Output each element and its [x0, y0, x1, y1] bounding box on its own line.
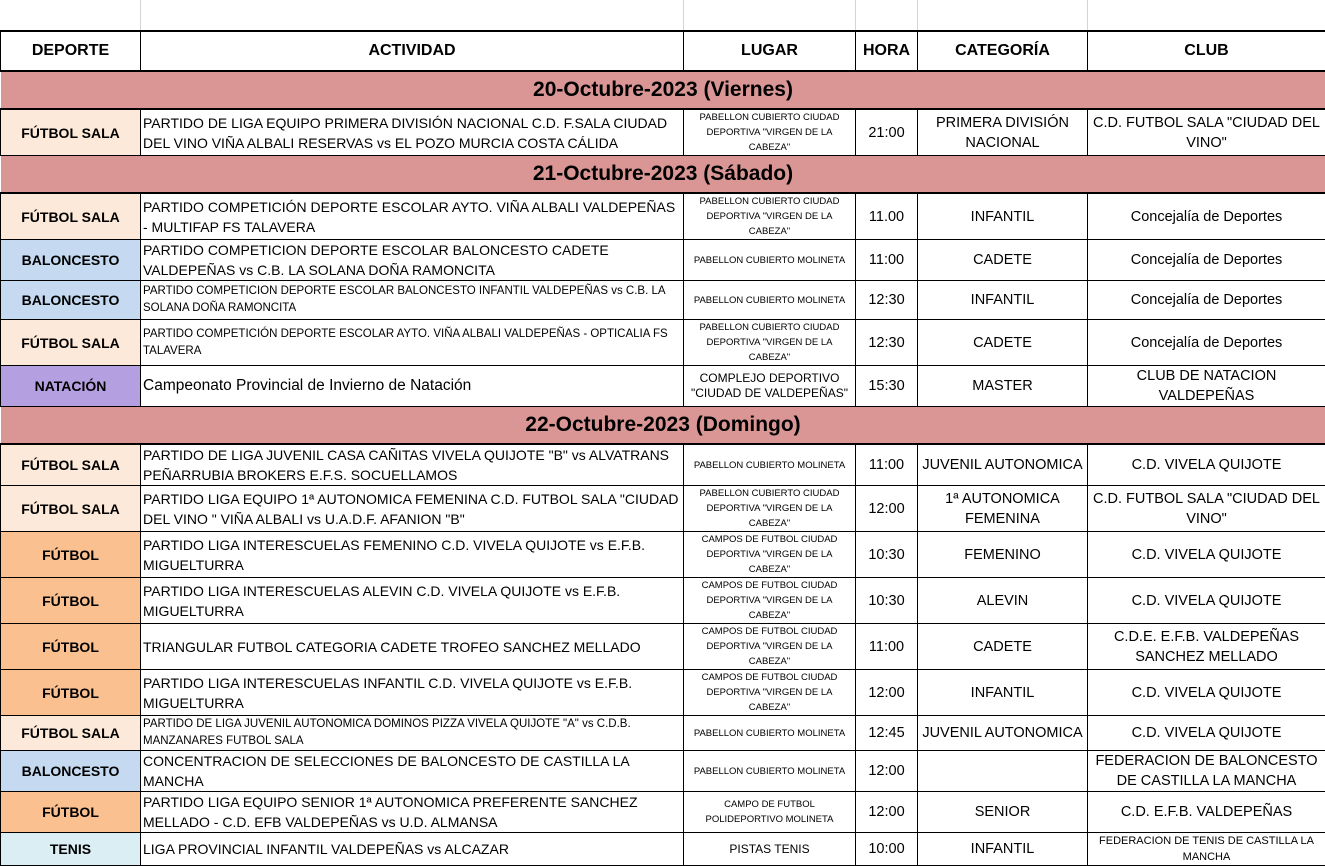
venue-cell: COMPLEJO DEPORTIVO "CIUDAD DE VALDEPEÑAS" [684, 366, 856, 407]
event-row [1, 624, 1325, 670]
activity-cell: PARTIDO LIGA EQUIPO SENIOR 1ª AUTONOMICA PREFERENTE SANCHEZ MELLADO - C.D. EFB VALDEPEÑAS vs U.D. ALMANSA [141, 792, 684, 833]
category-cell: ALEVIN [918, 578, 1088, 624]
venue-cell: PABELLON CUBIERTO MOLINETA [684, 751, 856, 792]
sport-cell: BALONCESTO [1, 751, 141, 792]
event-row [1, 751, 1325, 792]
activity-cell: TRIANGULAR FUTBOL CATEGORIA CADETE TROFEO SANCHEZ MELLADO [141, 624, 684, 670]
venue-cell: PABELLON CUBIERTO CIUDAD DEPORTIVA "VIRGEN DE LA CABEZA" [684, 486, 856, 532]
time-cell: 21:00 [856, 109, 918, 156]
club-cell: C.D. VIVELA QUIJOTE [1088, 578, 1325, 624]
club-cell: C.D. VIVELA QUIJOTE [1088, 444, 1325, 486]
sport-cell: BALONCESTO [1, 240, 141, 281]
venue-cell: PABELLON CUBIERTO MOLINETA [684, 281, 856, 320]
club-cell: C.D.E. E.F.B. VALDEPEÑAS SANCHEZ MELLADO [1088, 624, 1325, 670]
activity-cell: LIGA PROVINCIAL INFANTIL VALDEPEÑAS vs ALCAZAR [141, 833, 684, 866]
header-club: CLUB [1088, 31, 1325, 71]
category-cell: CADETE [918, 624, 1088, 670]
category-cell: FEMENINO [918, 532, 1088, 578]
activity-cell: PARTIDO COMPETICIÓN DEPORTE ESCOLAR AYTO. VIÑA ALBALI VALDEPEÑAS - MULTIFAP FS TALAVERA [141, 193, 684, 240]
event-row [1, 578, 1325, 624]
category-cell: JUVENIL AUTONOMICA [918, 444, 1088, 486]
category-cell [918, 751, 1088, 792]
club-cell: Concejalía de Deportes [1088, 281, 1325, 320]
schedule-body [1, 0, 1325, 866]
date-row [1, 156, 1325, 194]
header-categoria: CATEGORÍA [918, 31, 1088, 71]
sport-cell: FÚTBOL [1, 578, 141, 624]
sport-cell: NATACIÓN [1, 366, 141, 407]
header-actividad: ACTIVIDAD [141, 31, 684, 71]
activity-cell: PARTIDO DE LIGA JUVENIL CASA CAÑITAS VIVELA QUIJOTE "B" vs ALVATRANS PEÑARRUBIA BROKERS E.F.S. SOCUELLAMOS [141, 444, 684, 486]
time-cell: 11:00 [856, 240, 918, 281]
activity-cell: CONCENTRACION DE SELECCIONES DE BALONCESTO DE CASTILLA LA MANCHA [141, 751, 684, 792]
sport-cell: FÚTBOL [1, 532, 141, 578]
date-heading: 21-Octubre-2023 (Sábado) [1, 156, 1325, 194]
club-cell: FEDERACION DE BALONCESTO DE CASTILLA LA MANCHA [1088, 751, 1325, 792]
header-row [1, 31, 1325, 71]
time-cell: 11:00 [856, 444, 918, 486]
sport-cell: FÚTBOL SALA [1, 320, 141, 366]
sport-cell: FÚTBOL [1, 670, 141, 716]
time-cell: 15:30 [856, 366, 918, 407]
category-cell: INFANTIL [918, 281, 1088, 320]
time-cell: 10:00 [856, 833, 918, 866]
sport-cell: BALONCESTO [1, 281, 141, 320]
event-row [1, 833, 1325, 866]
event-row [1, 716, 1325, 751]
event-row [1, 532, 1325, 578]
activity-cell: PARTIDO LIGA INTERESCUELAS ALEVIN C.D. VIVELA QUIJOTE vs E.F.B. MIGUELTURRA [141, 578, 684, 624]
time-cell: 11:00 [856, 624, 918, 670]
venue-cell: PABELLON CUBIERTO MOLINETA [684, 716, 856, 751]
venue-cell: CAMPO DE FUTBOL POLIDEPORTIVO MOLINETA [684, 792, 856, 833]
time-cell: 10:30 [856, 578, 918, 624]
club-cell: Concejalía de Deportes [1088, 240, 1325, 281]
header-deporte: DEPORTE [1, 31, 141, 71]
category-cell: PRIMERA DIVISIÓN NACIONAL [918, 109, 1088, 156]
club-cell: C.D. VIVELA QUIJOTE [1088, 670, 1325, 716]
event-row [1, 792, 1325, 833]
date-row [1, 407, 1325, 445]
date-heading: 20-Octubre-2023 (Viernes) [1, 71, 1325, 109]
activity-cell: PARTIDO LIGA INTERESCUELAS INFANTIL C.D. VIVELA QUIJOTE vs E.F.B. MIGUELTURRA [141, 670, 684, 716]
category-cell: INFANTIL [918, 833, 1088, 866]
time-cell: 12:30 [856, 281, 918, 320]
time-cell: 12:00 [856, 486, 918, 532]
time-cell: 12:00 [856, 751, 918, 792]
event-row [1, 240, 1325, 281]
event-row [1, 109, 1325, 156]
club-cell: C.D. E.F.B. VALDEPEÑAS [1088, 792, 1325, 833]
club-cell: C.D. FUTBOL SALA "CIUDAD DEL VINO" [1088, 109, 1325, 156]
venue-cell: CAMPOS DE FUTBOL CIUDAD DEPORTIVA "VIRGEN DE LA CABEZA" [684, 578, 856, 624]
venue-cell: CAMPOS DE FUTBOL CIUDAD DEPORTIVA "VIRGEN DE LA CABEZA" [684, 670, 856, 716]
sport-cell: FÚTBOL [1, 792, 141, 833]
blank-row [1, 0, 1325, 31]
club-cell: CLUB DE NATACION VALDEPEÑAS [1088, 366, 1325, 407]
activity-cell: PARTIDO DE LIGA EQUIPO PRIMERA DIVISIÓN NACIONAL C.D. F.SALA CIUDAD DEL VINO VIÑA ALBALI RESERVAS vs EL POZO MURCIA COSTA CÁLIDA [141, 109, 684, 156]
sport-cell: FÚTBOL [1, 624, 141, 670]
category-cell: SENIOR [918, 792, 1088, 833]
sport-cell: FÚTBOL SALA [1, 109, 141, 156]
venue-cell: CAMPOS DE FUTBOL CIUDAD DEPORTIVA "VIRGEN DE LA CABEZA" [684, 532, 856, 578]
event-row [1, 193, 1325, 240]
date-heading: 22-Octubre-2023 (Domingo) [1, 407, 1325, 445]
time-cell: 11.00 [856, 193, 918, 240]
activity-cell: PARTIDO LIGA EQUIPO 1ª AUTONOMICA FEMENINA C.D. FUTBOL SALA "CIUDAD DEL VINO " VIÑA ALBALI vs U.A.D.F. AFANION "B" [141, 486, 684, 532]
time-cell: 12:30 [856, 320, 918, 366]
activity-cell: PARTIDO LIGA INTERESCUELAS FEMENINO C.D. VIVELA QUIJOTE vs E.F.B. MIGUELTURRA [141, 532, 684, 578]
venue-cell: PABELLON CUBIERTO CIUDAD DEPORTIVA "VIRGEN DE LA CABEZA" [684, 193, 856, 240]
time-cell: 12:00 [856, 792, 918, 833]
category-cell: MASTER [918, 366, 1088, 407]
club-cell: FEDERACION DE TENIS DE CASTILLA LA MANCHA [1088, 833, 1325, 866]
event-row [1, 281, 1325, 320]
time-cell: 10:30 [856, 532, 918, 578]
header-lugar: LUGAR [684, 31, 856, 71]
category-cell: CADETE [918, 240, 1088, 281]
activity-cell: Campeonato Provincial de Invierno de Natación [141, 366, 684, 407]
date-row [1, 71, 1325, 109]
activity-cell: PARTIDO DE LIGA JUVENIL AUTONOMICA DOMINOS PIZZA VIVELA QUIJOTE "A" vs C.D.B. MANZANARES FUTBOL SALA [141, 716, 684, 751]
club-cell: Concejalía de Deportes [1088, 320, 1325, 366]
category-cell: CADETE [918, 320, 1088, 366]
venue-cell: PABELLON CUBIERTO CIUDAD DEPORTIVA "VIRGEN DE LA CABEZA" [684, 109, 856, 156]
venue-cell: PABELLON CUBIERTO CIUDAD DEPORTIVA "VIRGEN DE LA CABEZA" [684, 320, 856, 366]
sport-cell: TENIS [1, 833, 141, 866]
event-row [1, 670, 1325, 716]
time-cell: 12:00 [856, 670, 918, 716]
sport-cell: FÚTBOL SALA [1, 444, 141, 486]
activity-cell: PARTIDO COMPETICION DEPORTE ESCOLAR BALONCESTO CADETE VALDEPEÑAS vs C.B. LA SOLANA DOÑA RAMONCITA [141, 240, 684, 281]
category-cell: 1ª AUTONOMICA FEMENINA [918, 486, 1088, 532]
sport-cell: FÚTBOL SALA [1, 486, 141, 532]
club-cell: Concejalía de Deportes [1088, 193, 1325, 240]
category-cell: INFANTIL [918, 670, 1088, 716]
time-cell: 12:45 [856, 716, 918, 751]
event-row [1, 366, 1325, 407]
venue-cell: PABELLON CUBIERTO MOLINETA [684, 444, 856, 486]
event-row [1, 320, 1325, 366]
category-cell: JUVENIL AUTONOMICA [918, 716, 1088, 751]
sport-cell: FÚTBOL SALA [1, 716, 141, 751]
venue-cell: PISTAS TENIS [684, 833, 856, 866]
club-cell: C.D. VIVELA QUIJOTE [1088, 716, 1325, 751]
header-hora: HORA [856, 31, 918, 71]
event-row [1, 486, 1325, 532]
sport-cell: FÚTBOL SALA [1, 193, 141, 240]
club-cell: C.D. VIVELA QUIJOTE [1088, 532, 1325, 578]
category-cell: INFANTIL [918, 193, 1088, 240]
activity-cell: PARTIDO COMPETICIÓN DEPORTE ESCOLAR AYTO. VIÑA ALBALI VALDEPEÑAS - OPTICALIA FS TALAVERA [141, 320, 684, 366]
activity-cell: PARTIDO COMPETICION DEPORTE ESCOLAR BALONCESTO INFANTIL VALDEPEÑAS vs C.B. LA SOLANA DOÑA RAMONCITA [141, 281, 684, 320]
event-row [1, 444, 1325, 486]
venue-cell: PABELLON CUBIERTO MOLINETA [684, 240, 856, 281]
venue-cell: CAMPOS DE FUTBOL CIUDAD DEPORTIVA "VIRGEN DE LA CABEZA" [684, 624, 856, 670]
club-cell: C.D. FUTBOL SALA "CIUDAD DEL VINO" [1088, 486, 1325, 532]
